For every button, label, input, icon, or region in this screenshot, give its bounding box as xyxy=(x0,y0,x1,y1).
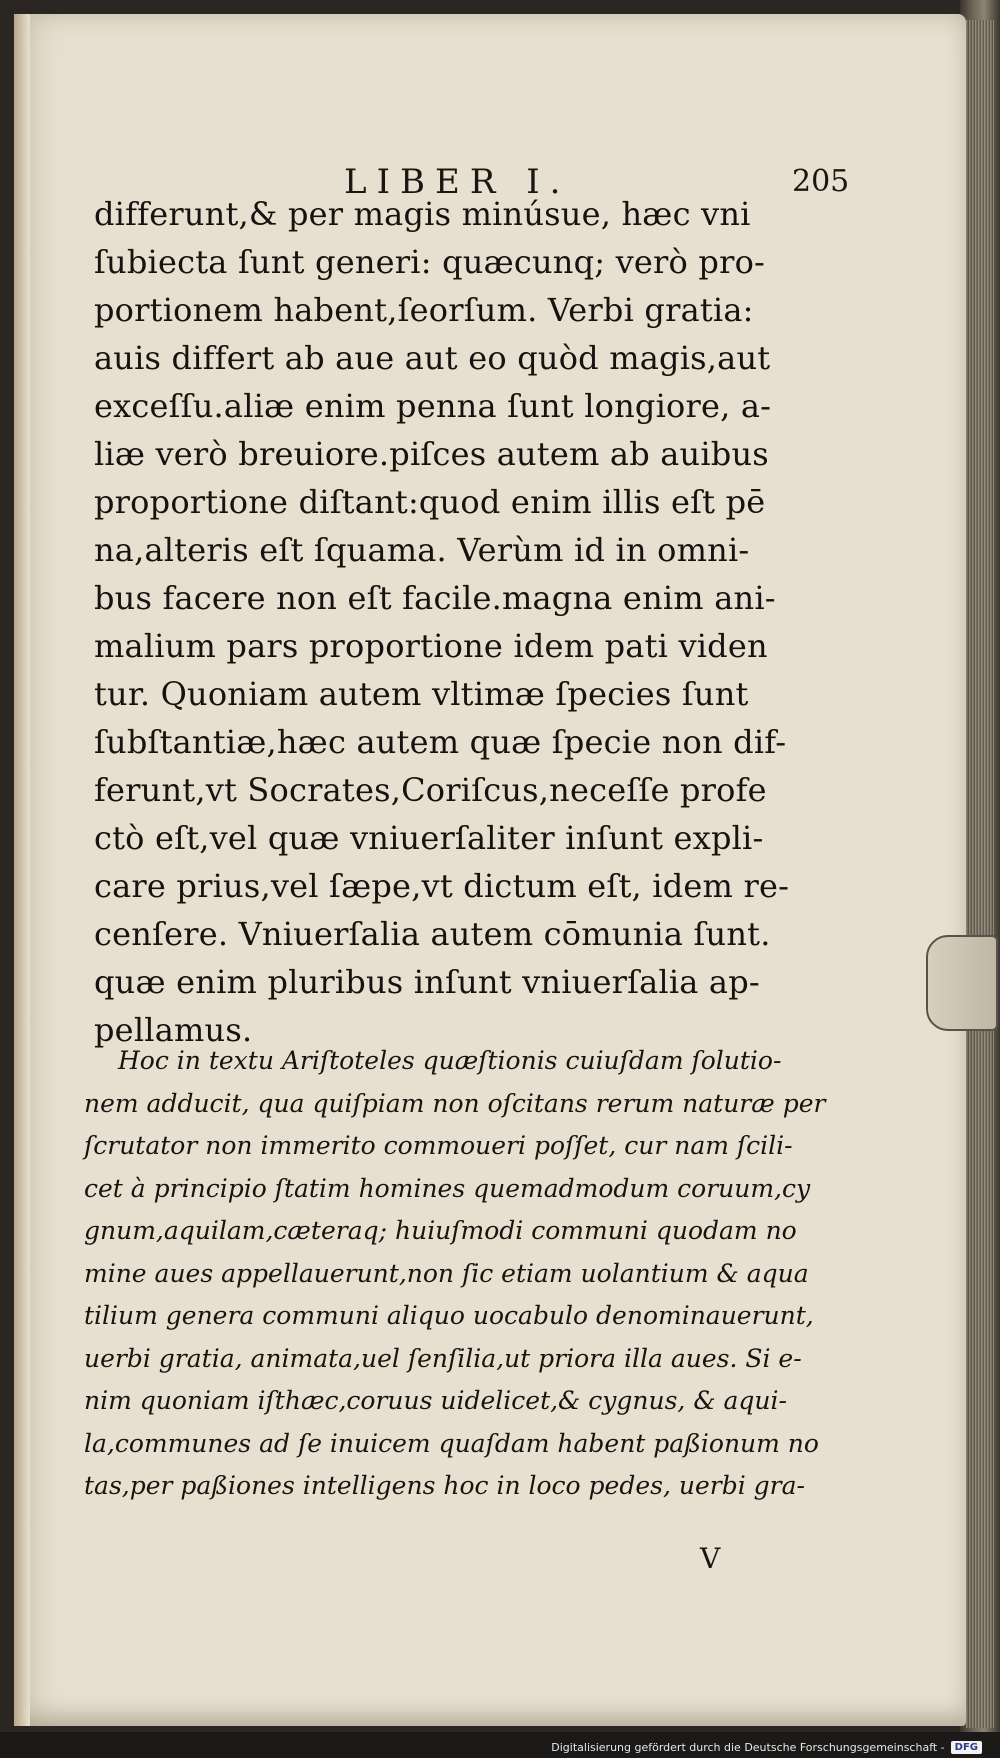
main-text-line: auis differt ab aue aut eo quòd magis,aut xyxy=(94,339,771,377)
dfg-logo: DFG xyxy=(951,1741,982,1754)
main-text-line: differunt,& per magis minúsue, hæc vni xyxy=(94,195,751,233)
main-text-line: tur. Quoniam autem vltimæ ſpecies ſunt xyxy=(94,675,749,713)
running-head: LIBER I. xyxy=(344,162,571,202)
page-clip-tab xyxy=(926,935,998,1031)
page-gutter xyxy=(14,14,30,1726)
commentary-line: gnum,aquilam,cæteraq; huiuſmodi communi quodam no xyxy=(84,1216,797,1245)
main-text-line: ctò eſt,vel quæ vniuerſaliter inſunt expli- xyxy=(94,819,764,857)
sponsor-text: Digitalisierung gefördert durch die Deutsche Forschungsgemeinschaft - xyxy=(551,1741,945,1754)
commentary-line: ſcrutator non immerito commoueri poſſet, cur nam ſcili- xyxy=(84,1131,793,1160)
page-edges-texture xyxy=(966,20,994,1728)
commentary-block xyxy=(84,1040,848,1508)
main-text-block xyxy=(94,190,854,1054)
commentary-line: cet à principio ſtatim homines quemadmodum coruum,cy xyxy=(84,1173,811,1203)
page-number: 205 xyxy=(792,164,850,199)
main-text-line: proportione diſtant:quod enim illis eſt pē xyxy=(94,483,766,521)
main-text-line: cenſere. Vniuerſalia autem cōmunia ſunt. xyxy=(94,915,771,953)
commentary-line: nim quoniam iſthæc,coruus uidelicet,& cygnus, & aqui- xyxy=(84,1386,787,1415)
book-page xyxy=(14,14,966,1726)
page-block-edge xyxy=(960,0,1000,1758)
main-text-line: na,alteris eſt ſquama. Verùm id in omni- xyxy=(94,531,750,569)
main-text-line: ſubſtantiæ,hæc autem quæ ſpecie non dif- xyxy=(94,723,787,761)
commentary-line: Hoc in textu Ariſtoteles quæſtionis cuiuſdam ſolutio- xyxy=(118,1046,782,1075)
main-text-line: ſubiecta ſunt generi: quæcunq; verò pro- xyxy=(94,243,766,281)
main-text-line: quæ enim pluribus inſunt vniuerſalia ap- xyxy=(94,963,760,1001)
main-text-line: care prius,vel ſæpe,vt dictum eſt, idem re- xyxy=(94,867,790,905)
commentary-line: uerbi gratia, animata,uel ſenſilia,ut priora illa aues. Si e- xyxy=(84,1343,802,1373)
main-text-line: portionem habent,ſeorſum. Verbi gratia: xyxy=(94,291,754,329)
commentary-line: nem adducit, qua quiſpiam non oſcitans rerum naturæ per xyxy=(84,1088,826,1118)
main-text-line: pellamus. xyxy=(94,1011,253,1049)
commentary-line: tas,per paßiones intelligens hoc in loco pedes, uerbi gra- xyxy=(84,1471,805,1500)
main-text-line: liæ verò breuiore.piſces autem ab auibus xyxy=(94,435,769,473)
commentary-line: mine aues appellauerunt,non ſic etiam uolantium & aqua xyxy=(84,1258,809,1288)
main-text-line: bus facere non eſt facile.magna enim ani- xyxy=(94,579,776,617)
main-text-line: exceſſu.aliæ enim penna ſunt longiore, a- xyxy=(94,387,772,425)
main-text-line: malium pars proportione idem pati viden xyxy=(94,627,768,665)
commentary-line: tilium genera communi aliquo uocabulo denominauerunt, xyxy=(84,1301,814,1330)
sponsor-notice xyxy=(551,1741,982,1754)
main-text-line: ferunt,vt Socrates,Coriſcus,neceſſe profe xyxy=(94,771,767,809)
catchword: V xyxy=(700,1542,721,1575)
commentary-line: la,communes ad ſe inuicem quaſdam habent paßionum no xyxy=(84,1428,819,1458)
